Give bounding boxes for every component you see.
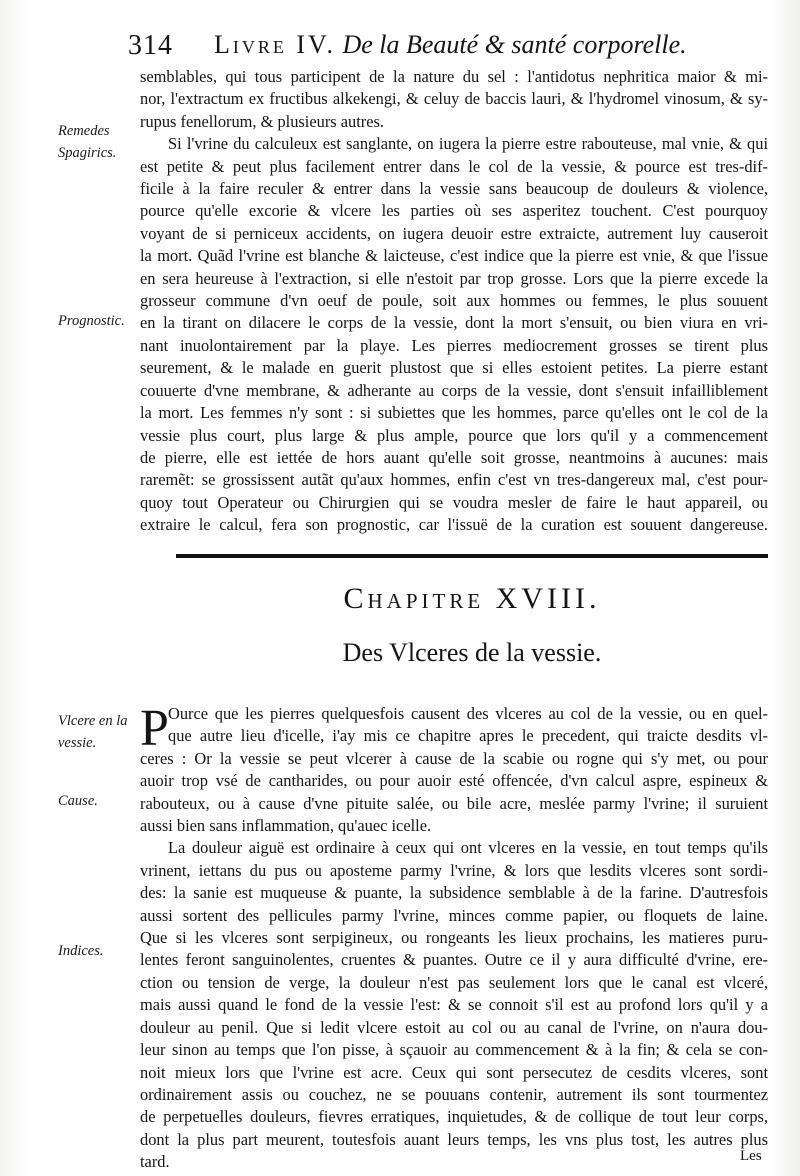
text-line: ction ou tension de verge, la douleur n'est pas seulement lors que le canal est vlceré, [140, 972, 768, 992]
text-line: en la tirant on dilacere le corps de la vessie, dont la mort s'ensuit, ou bien viura en vri- [140, 313, 768, 333]
margin-note-prognostic: Prognostic. [58, 313, 125, 329]
text-line: est petite & peut plus facilement entrer dans le col de la vessie, & pource est tres-dif- [140, 156, 768, 176]
text-line: nant inuolontairement par la playe. Les pierres mediocrement grosses se tirent plus [140, 335, 768, 355]
text-line: couuerte d'vne membrane, & adherante au corps de la vessie, dont s'ensuit infailliblement [140, 380, 768, 400]
text-line: grosseur commune d'vn oeuf de poule, soit aux hommes ou femmes, le plus souuent [140, 291, 768, 311]
margin-note-cause: Cause. [58, 793, 98, 809]
text-line: seurement, & le malade en guerit plustost que si elles estoient petites. La pierre estant [140, 358, 768, 378]
text-line: quoy tout Operateur ou Chirurgien qui se voudra mesler de faire le haut appareil, ou [140, 492, 768, 512]
page-header [128, 22, 768, 64]
text-block-calculus [140, 66, 768, 537]
margin-note-vlcere: Vlcere en la vessie. [58, 713, 128, 751]
text-line: extraire le calcul, fera son prognostic, car l'issuë de la curation est souuent dangereuse. [140, 515, 768, 535]
text-line: tard. [140, 1152, 170, 1172]
page-number: 314 [128, 30, 173, 61]
chapter-subtitle: Des Vlceres de la vessie. [342, 638, 602, 667]
text-line: pource qu'elle excorie & vlcere les parties où ses asperitez touchent. C'est pourquoy [140, 201, 768, 221]
text-line: aussi bien sans inflammation, qu'auec icelle. [140, 816, 432, 836]
text-line: noit mieux lors que l'vrine est acre. Ceux qui sont persecutez de cesdits vlceres, sont [140, 1062, 768, 1082]
catchword: Les [740, 1148, 762, 1164]
text-line: rupus fenellorum, & plusieurs autres. [140, 111, 384, 131]
text-line: aussi sortent des pellicules parmy l'vrine, minces comme papier, ou floquets de laine. [140, 905, 768, 925]
text-line: raremẽt: se grossissent autãt qu'aux hommes, enfin c'est vn tres-dangereux mal, c'est pour- [140, 470, 768, 490]
text-line: La douleur aiguë est ordinaire à ceux qui ont vlceres en la vessie, en tout temps qu'ils [168, 838, 768, 858]
margin-note-indices: Indices. [58, 943, 104, 959]
drop-cap: P [140, 700, 169, 757]
text-line: que autre lieu d'icelle, i'ay mis ce chapitre apres le precedent, qui traicte desdits vl- [168, 726, 768, 746]
text-line: ordinairement assis ou couchez, ne se pouuans contenir, autrement ils sont tourmentez [140, 1084, 768, 1104]
text-line: de perpetuelles douleurs, fievres erratiques, inquietudes, & de collique de tout leur corps, [140, 1107, 768, 1127]
text-line: auoir trop vsé de cantharides, ou pour auoir esté offencée, d'vn calcul aspre, espineux & [140, 771, 768, 791]
text-line: vrinent, iettans du pus ou aposteme parmy l'vrine, & lors que lesdits vlceres sont sordi- [140, 860, 768, 880]
text-line: leur sinon au temps que l'on pisse, à sçauoir au commencement & à la fin; & cela se con- [140, 1040, 768, 1060]
text-line: en sera heureuse à l'extraction, si elle n'estoit par trop grosse. Lors que la pierre excede la [140, 268, 768, 288]
text-line: dont la plus part meurent, toutesfois auant leurs temps, les vns plus tost, les autres plus [140, 1129, 768, 1149]
running-head-title: De la Beauté & santé corporelle. [342, 30, 687, 59]
chapter-title: Chapitre XVIII. [343, 582, 601, 615]
margin-note-remedes: Remedes Spagirics. [58, 123, 117, 161]
text-line: voyant de si perniceux accidents, on iugera deuoir estre extraicte, autrement luy causeroit [140, 223, 768, 243]
text-line: la mort. Les femmes n'y sont : si subiettes que les hommes, parce qu'elles ont le col de la [140, 403, 768, 423]
text-line: semblables, qui tous participent de la nature du sel : l'antidotus nephritica maior & mi- [140, 67, 768, 86]
text-block-ulcers [140, 700, 768, 1174]
text-line: la mort. Quãd l'vrine est blanche & laicteuse, c'est indice que la pierre est vnie, & que l'issue [140, 246, 768, 266]
text-line: lentes feront sanguinolentes, cruentes & puantes. Outre ce il y aura difficulté d'vrine, ere- [140, 950, 768, 970]
chapter-divider [176, 554, 768, 558]
text-line: ficile à la faire reculer & entrer dans la vessie sans beaucoup de douleurs & violence, [140, 179, 768, 199]
text-line: mais aussi quand le fond de la vessie l'est: & se connoit s'il est au profond lors qu'il y a [140, 995, 768, 1015]
text-line: des: la sanie est muqueuse & puante, la subsidence semblable à de la farine. D'autresfois [140, 883, 768, 903]
text-line: Si l'vrine du calculeux est sanglante, on iugera la pierre estre rabouteuse, mal vnie, & qui [168, 134, 768, 154]
text-line: douleur au penil. Que si ledit vlcere estoit au col ou au canal de l'vrine, on n'aura dou- [140, 1017, 768, 1037]
running-head [214, 30, 687, 60]
text-line: rabouteux, ou à cause d'vne pituite salée, ou bile acre, meslée parmy l'vrine; il suruient [140, 793, 768, 813]
text-line: nor, l'extractum ex fructibus alkekengi, & celuy de baccis lauri, & l'hydromel vinosum, & sy- [140, 89, 768, 109]
text-line: Que si les vlceres sont serpigineux, ou rongeants les lieux prochains, les matieres puru- [140, 928, 768, 948]
text-line: Ource que les pierres quelquesfois causent des vlceres au col de la vessie, ou en quel- [168, 704, 768, 723]
running-head-book: Livre IV. [214, 30, 336, 59]
text-line: vessie plus court, plus large & plus ample, pource que lors qu'il y a commencement [140, 425, 768, 445]
text-line: de pierre, elle est iettée de hors auant qu'elle soit grosse, neantmoins à aucunes: mais [140, 447, 768, 467]
text-line: ceres : Or la vessie se peut vlcerer à cause de la scabie ou rogne qui s'y met, ou pour [140, 748, 768, 768]
